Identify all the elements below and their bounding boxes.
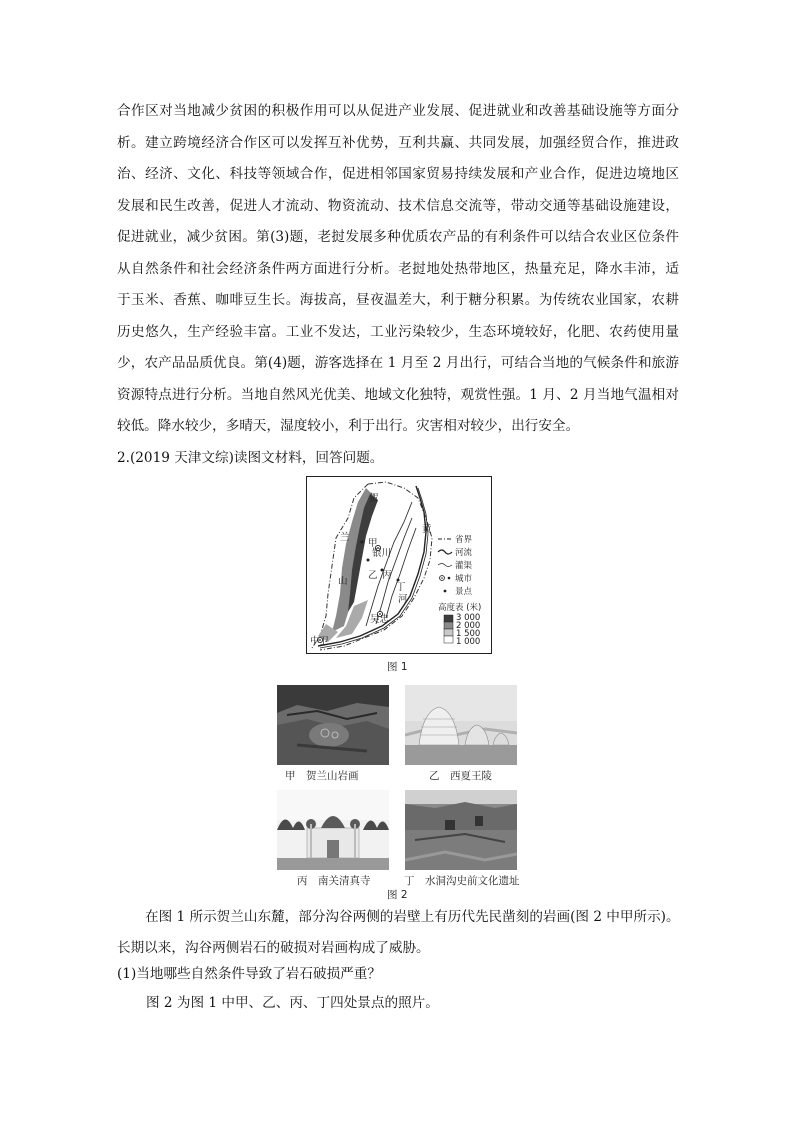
legend-height-2000: 2 000 (456, 621, 481, 631)
question-title: 2.(2019 天津文综)读图文材料，回答问题。 (117, 450, 384, 466)
analysis-line: 少，农产品品质优良。第(4)题，游客选择在 1 月至 2 月出行，可结合当地的气候条件和旅游 (117, 355, 679, 371)
photo-marker-bing: 丙 (297, 875, 308, 887)
legend-canal: 灌渠 (455, 561, 473, 571)
analysis-line: 较低。降水较少，多晴天，湿度较小，利于出行。灾害相对较少，出行安全。 (117, 418, 580, 434)
analysis-paragraph (117, 96, 679, 443)
material-line: 在图 1 所示贺兰山东麓，部分沟谷两侧的岩壁上有历代先民凿刻的岩画(图 2 中甲所示)。 (145, 909, 680, 925)
photo-nanguan-mosque (277, 790, 389, 870)
analysis-line: 于玉米、香蕉、咖啡豆生长。海拔高，昼夜温差大，利于糖分积累。为传统农业国家，农耕 (117, 292, 679, 308)
photo-label-ding: 水洞沟史前文化遗址 (425, 875, 520, 887)
map-label-yi: 乙 (368, 570, 378, 581)
photo-caption-yi (429, 768, 492, 783)
map-label-huang: 黄 (422, 524, 432, 535)
legend-height-title: 高度表 (米) (438, 603, 482, 613)
analysis-line: 资源特点进行分析。当地自然风光优美、地域文化独特，观赏性强。1 月、2 月当地气温相对 (117, 386, 679, 403)
analysis-line: 析。建立跨境经济合作区可以发挥互补优势，互利共赢、共同发展，加强经贸合作，推进政 (117, 134, 679, 151)
photo-label-yi: 西夏王陵 (450, 770, 492, 782)
map-label-shan: 山 (338, 576, 348, 587)
map-label-he: 贺 (369, 493, 379, 504)
analysis-line: 促进就业，减少贫困。第(3)题，老挝发展多种优质农产品的有利条件可以结合农业区位条件 (117, 229, 679, 245)
figure1-caption: 图 1 (387, 661, 408, 673)
photo-helanshan-petroglyph (277, 685, 389, 765)
legend-height-1500: 1 500 (456, 629, 481, 639)
legend-height-1000: 1 000 (456, 637, 481, 647)
photo-caption-ding (404, 873, 520, 888)
figure2-note: 图 2 为图 1 中甲、乙、丙、丁四处景点的照片。 (146, 995, 439, 1011)
legend-spot: 景点 (455, 587, 473, 597)
map-label-bing: 丙 (382, 570, 392, 581)
map-label-yinchuan: 银川 (372, 548, 392, 559)
photo-shuidonggou-site (405, 790, 517, 870)
analysis-line: 治、经济、文化、科技等领域合作，促进相邻国家贸易持续发展和产业合作，促进边境地区 (117, 166, 679, 182)
photo-caption-jia (285, 768, 359, 783)
map-figure (306, 476, 492, 654)
legend-boundary: 省界 (455, 535, 473, 545)
analysis-line: 发展和民生改善，促进人才流动、物资流动、技术信息交流等，带动交通等基础设施建设， (117, 197, 679, 214)
photo-label-bing: 南关清真寺 (318, 875, 371, 887)
analysis-line: 从自然条件和社会经济条件两方面进行分析。老挝地处热带地区，热量充足，降水丰沛，适 (117, 260, 679, 277)
map-label-ding: 丁 (396, 582, 406, 593)
map-label-he-river: 河 (398, 594, 408, 605)
photo-marker-yi: 乙 (429, 770, 440, 782)
photo-marker-jia: 甲 (285, 770, 296, 782)
photo-xixia-tombs (405, 685, 517, 765)
legend-height-3000: 3 000 (456, 613, 481, 623)
legend-river: 河流 (455, 548, 473, 558)
photo-label-jia: 贺兰山岩画 (306, 770, 359, 782)
legend-city: 城市 (455, 574, 473, 584)
photo-marker-ding: 丁 (404, 875, 415, 887)
material-paragraph (117, 902, 679, 964)
material-line: 长期以来，沟谷两侧岩石的破损对岩画构成了威胁。 (117, 940, 430, 956)
map-label-zhongwei: 中卫 (310, 636, 330, 647)
analysis-line: 历史悠久，生产经验丰富。工业不发达，工业污染较少，生态环境较好，化肥、农药使用量 (117, 323, 679, 340)
map-label-jia: 甲 (368, 538, 378, 549)
figure2-caption: 图 2 (387, 889, 408, 901)
map-label-lan: 兰 (340, 532, 350, 543)
sub-question-1: (1)当地哪些自然条件导致了岩石破损严重？ (117, 966, 381, 982)
analysis-line: 合作区对当地减少贫困的积极作用可以从促进产业发展、促进就业和改善基础设施等方面分 (117, 103, 679, 119)
map-label-wuzhong: 吴忠 (370, 614, 390, 625)
photo-caption-bing (297, 873, 371, 888)
